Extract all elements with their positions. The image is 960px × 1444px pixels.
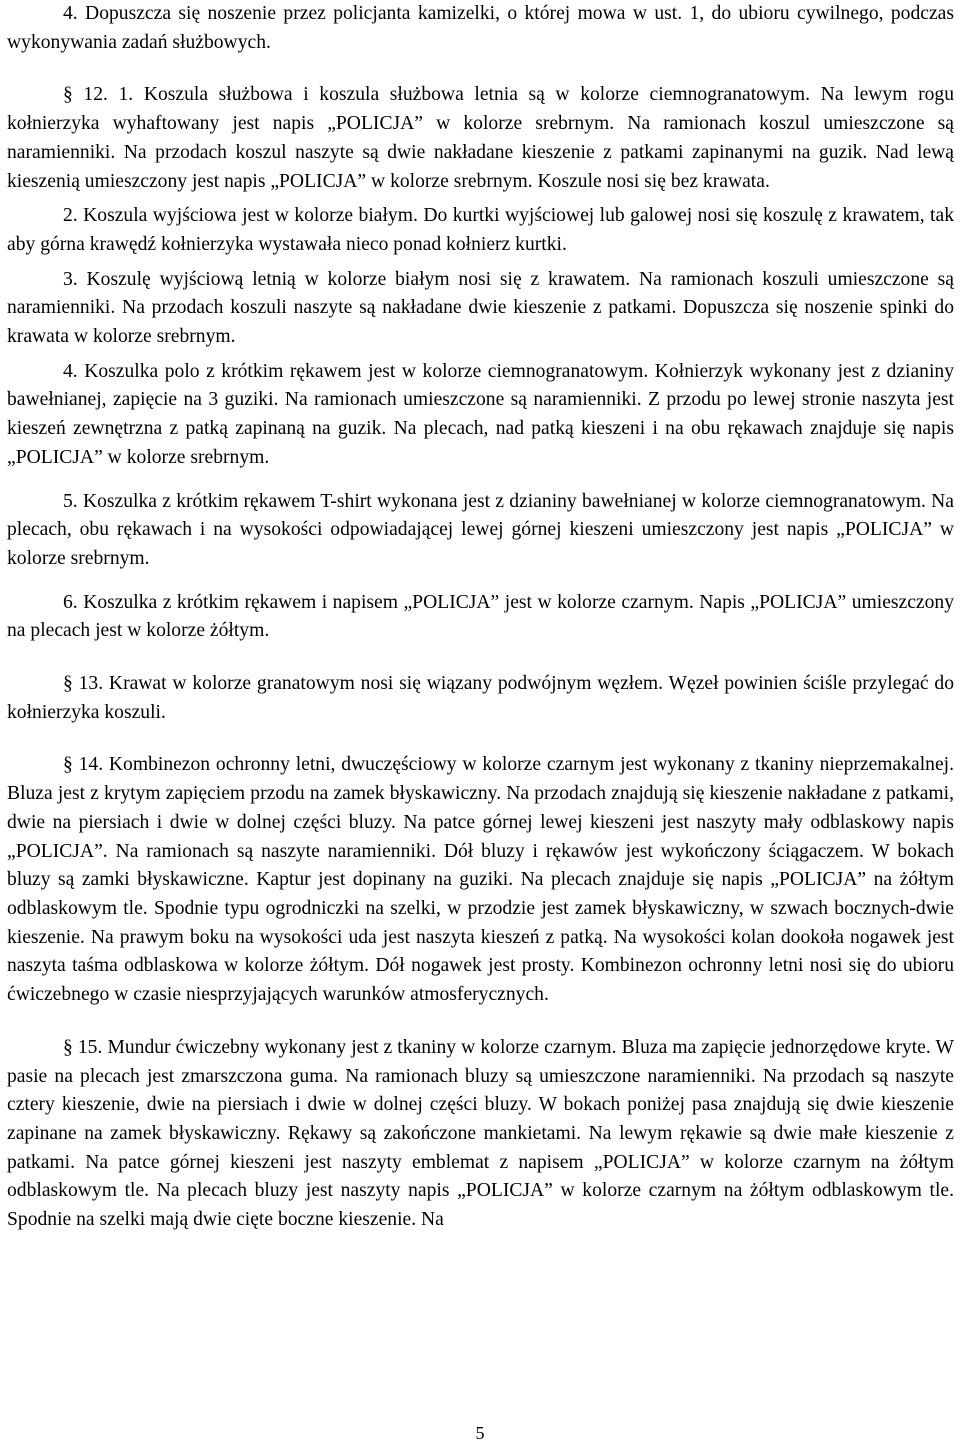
paragraph-par-12-ust-1: § 12. 1. Koszula służbowa i koszula służbowa letnia są w kolorze ciemnogranatowym. Na lewym rogu kołnierzyka wyhaftowany jest napis „POLICJA” w kolorze srebrnym. Na ramionach koszul umieszczone są naramienniki. Na przodach koszul naszyte są dwie nakładane kieszenie z patkami zapinanymi na guzik. Nad lewą kieszenią umieszczony jest napis „POLICJA” w kolorze srebrnym. Koszule nosi się bez krawata. — [7, 84, 954, 192]
paragraph-par-12-ust-6: 6. Koszulka z krótkim rękawem i napisem „POLICJA” jest w kolorze czarnym. Napis „POLICJA” umieszczony na plecach jest w kolorze żółtym. — [7, 591, 954, 642]
paragraph-par-12-ust-2: 2. Koszula wyjściowa jest w kolorze białym. Do kurtki wyjściowej lub galowej nosi się koszulę z krawatem, tak aby górna krawędź kołnierzyka wystawała nieco ponad kołnierz kurtki. — [7, 205, 954, 255]
page-number: 5 — [475, 1423, 485, 1443]
paragraph-par-12-ust-4: 4. Koszulka polo z krótkim rękawem jest w kolorze ciemnogranatowym. Kołnierzyk wykonany jest z dzianiny bawełnianej, zapięcie na 3 guziki. Na ramionach umieszczone są naramienniki. Z przodu po lewej stronie naszyta jest kieszeń zewnętrzna z patką zapinaną na guzik. Na plecach, nad patką kieszeni i na obu rękawach znajduje się napis „POLICJA” w kolorze srebrnym. — [7, 360, 954, 468]
document-page — [7, 0, 954, 1235]
paragraph-par-14: § 14. Kombinezon ochronny letni, dwuczęściowy w kolorze czarnym jest wykonany z tkaniny nieprzemakalnej. Bluza jest z krytym zapięciem przodu na zamek błyskawiczny. Na przodach znajdują się kieszenie nakładane z patkami, dwie na piersiach i dwie w dolnej części bluzy. Na patce górnej lewej kieszeni jest naszyty mały odblaskowy napis „POLICJA”. Na ramionach są naszyte naramienniki. Dół bluzy i rękawów jest wykończony ściągaczem. W bokach bluzy są zamki błyskawiczne. Kaptur jest dopinany na guziki. Na plecach znajduje się napis „POLICJA” na żółtym odblaskowym tle. Spodnie typu ogrodniczki na szelki, w przodzie jest zamek błyskawiczny, w szwach bocznych-dwie kieszenie. Na prawym boku na wysokości uda jest naszyta kieszeń z patką. Na wysokości kolan dookoła nogawek jest naszyta taśma odblaskowa w kolorze żółtym. Dół nogawek jest prosty. Kombinezon ochronny letni nosi się do ubioru ćwiczebnego w czasie niesprzyjających warunków atmosferycznych. — [7, 754, 954, 1006]
paragraph-par-12-ust-5: 5. Koszulka z krótkim rękawem T-shirt wykonana jest z dzianiny bawełnianej w kolorze ciemnogranatowym. Na plecach, obu rękawach i na wysokości odpowiadającej lewej górnej kieszeni umieszczony jest napis „POLICJA” w kolorze srebrnym. — [7, 490, 954, 569]
paragraph-par-13: § 13. Krawat w kolorze granatowym nosi się wiązany podwójnym węzłem. Węzeł powinien ściśle przylegać do kołnierzyka koszuli. — [7, 673, 954, 723]
paragraph-par-15: § 15. Mundur ćwiczebny wykonany jest z tkaniny w kolorze czarnym. Bluza ma zapięcie jednorzędowe kryte. W pasie na plecach jest zmarszczona guma. Na ramionach bluzy są umieszczone naramienniki. Na przodach są naszyte cztery kieszenie, dwie na piersiach i dwie w dolnej części bluzy. W bokach poniżej pasa znajdują się dwie kieszenie zapinane na zamek błyskawiczny. Rękawy są zakończone mankietami. Na lewym rękawie są dwie małe kieszenie z patkami. Na patce górnej kieszeni jest naszyty emblemat z napisem „POLICJA” w kolorze czarnym na żółtym odblaskowym tle. Na plecach bluzy jest naszyty napis „POLICJA” w kolorze czarnym na żółtym odblaskowym tle. Spodnie na szelki mają dwie cięte boczne kieszenie. Na — [7, 1036, 954, 1231]
paragraph-ust-4-kamizelka: 4. Dopuszcza się noszenie przez policjanta kamizelki, o której mowa w ust. 1, do ubioru cywilnego, podczas wykonywania zadań służbowych. — [7, 3, 954, 53]
paragraph-par-12-ust-3: 3. Koszulę wyjściową letnią w kolorze białym nosi się z krawatem. Na ramionach koszuli umieszczone są naramienniki. Na przodach koszuli naszyte są nakładane dwie kieszenie z patkami. Dopuszcza się noszenie spinki do krawata w kolorze srebrnym. — [7, 268, 954, 348]
